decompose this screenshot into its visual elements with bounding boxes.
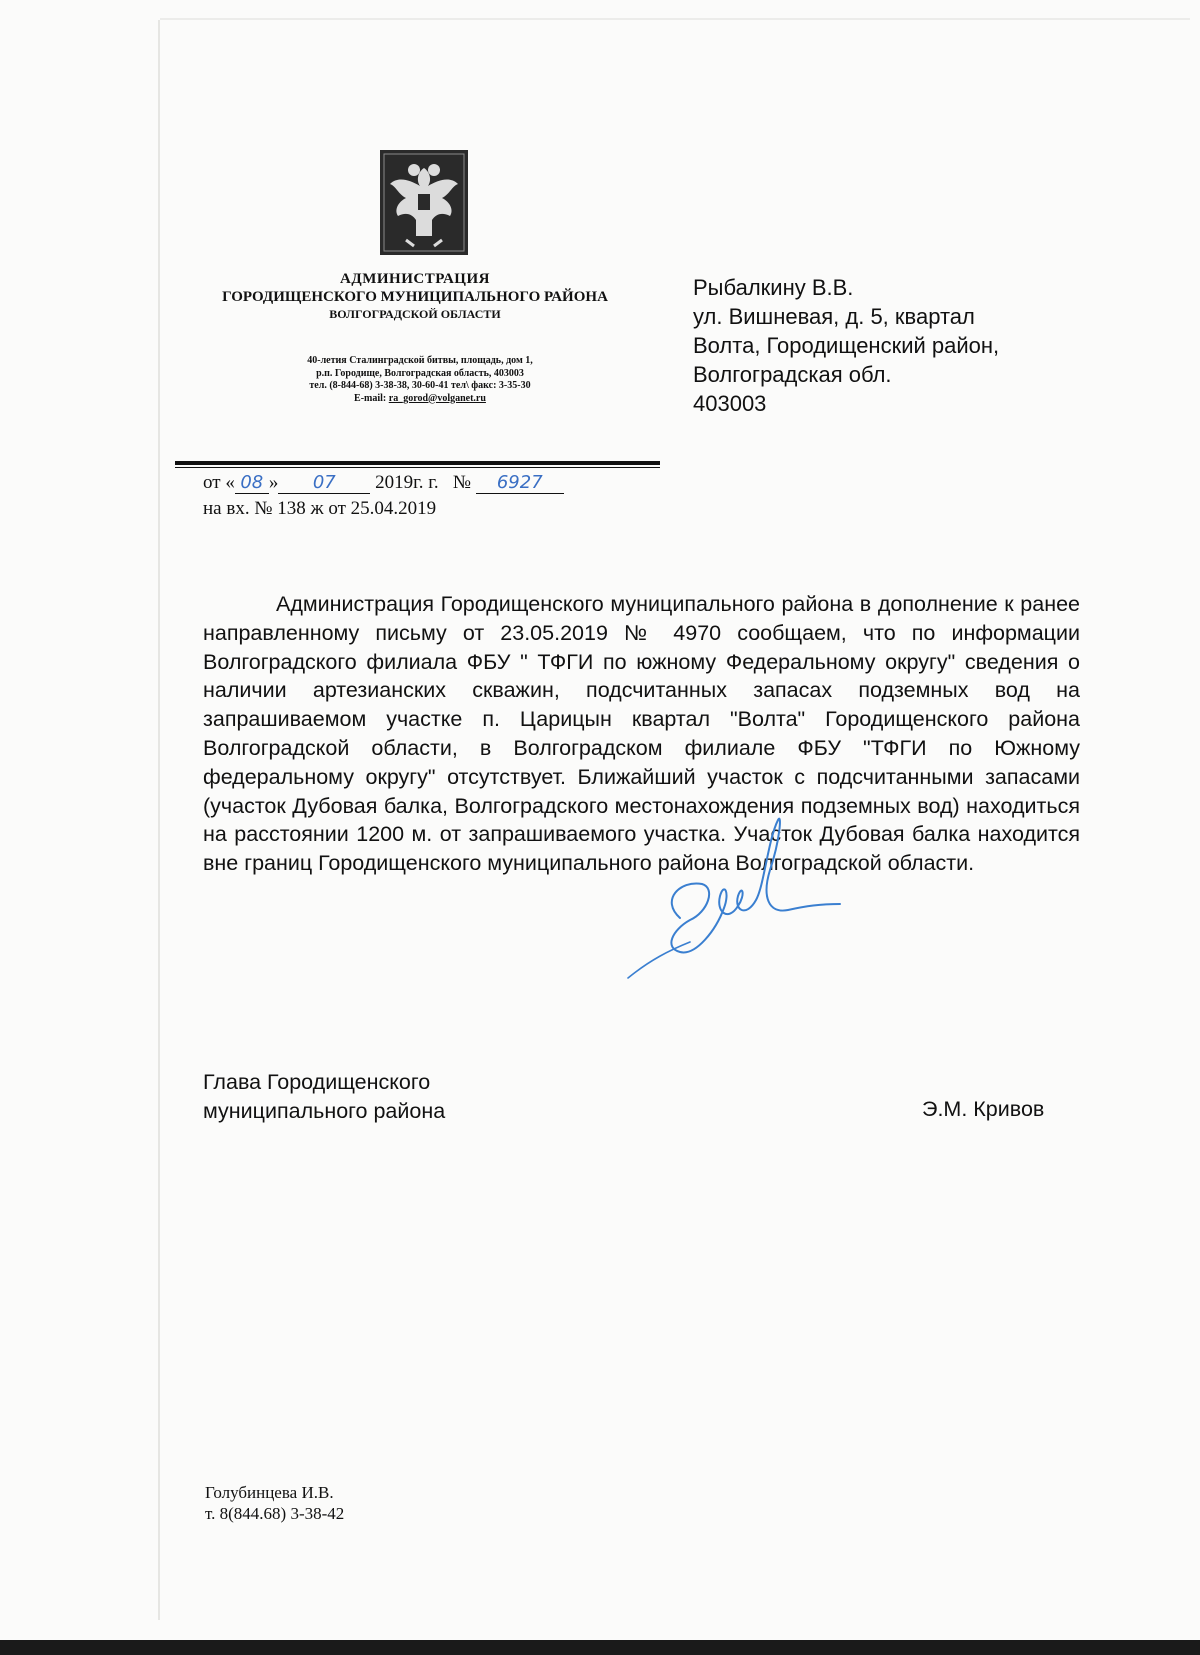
coat-of-arms-icon	[380, 150, 468, 255]
address-line3: тел. (8-844-68) 3-38-38, 30-60-41 тел\ факс: 3-35-30	[309, 380, 531, 391]
org-name-line2: ГОРОДИЩЕНСКОГО МУНИЦИПАЛЬНОГО РАЙОНА	[222, 289, 608, 305]
document-number: 6927	[476, 472, 564, 494]
letter-body: Администрация Городищенского муниципального района в дополнение к ранее направленному письму от 23.05.2019 № 4970 сообщаем, что по информации Волгоградского филиала ФБУ " ТФГИ по южному Федеральному округу" сведения о наличии артезианских скважин, подсчитанных запасах подземных вод на запрашиваемом участке п. Царицын квартал "Волта" Городищенского района Волгоградской области, в Волгоградском филиале ФБУ "ТФГИ по Южному федеральному округу" отсутствует. Ближайший участок с подсчитанными запасами (участок Дубовая балка, Волгоградского местонахождения подземных вод) находиться на расстоянии 1200 м. от запрашиваемого участка. Участок Дубовая балка находится вне границ Городищенского муниципального района Волгоградской области.	[203, 592, 1080, 876]
date-year: 2019г. г.	[375, 472, 439, 493]
recipient-block	[693, 273, 999, 418]
org-name-line1: АДМИНИСТРАЦИЯ	[340, 271, 490, 287]
signer-title-line2: муниципального района	[203, 1099, 446, 1123]
org-name-line3: ВОЛГОГРАДСКОЙ ОБЛАСТИ	[329, 307, 501, 321]
recipient-name: Рыбалкину В.В.	[693, 275, 854, 300]
address-line1: 40-летия Сталинградской битвы, площадь, дом 1,	[307, 355, 533, 366]
open-quote: «	[225, 472, 235, 493]
incoming-reference: на вх. № 138 ж от 25.04.2019	[203, 498, 437, 519]
registration-line	[203, 472, 564, 494]
email-link[interactable]: ra_gorod@volganet.ru	[388, 392, 486, 404]
recipient-postcode: 403003	[693, 391, 767, 416]
header-divider-thin	[175, 467, 660, 468]
number-sign: №	[452, 472, 472, 493]
scan-edge-top	[160, 18, 1190, 20]
email-label: E-mail:	[354, 392, 387, 404]
date-month: 07	[278, 472, 370, 494]
executor-block	[205, 1482, 344, 1524]
executor-phone: т. 8(844.68) 3-38-42	[205, 1504, 345, 1523]
close-quote: »	[268, 472, 279, 493]
date-prefix: от	[203, 472, 221, 493]
header-divider-thick	[175, 461, 660, 465]
scan-edge-left	[158, 20, 160, 1620]
recipient-address-line1: ул. Вишневая, д. 5, квартал	[693, 304, 975, 329]
recipient-address-line2: Волта, Городищенский район,	[693, 333, 1000, 358]
address-line2: р.п. Городище, Волгоградская область, 403003	[316, 367, 524, 379]
organization-header	[180, 270, 650, 322]
signer-name: Э.М. Кривов	[922, 1097, 1045, 1121]
date-day: 08	[235, 472, 269, 494]
scan-edge-bottom	[0, 1640, 1200, 1655]
organization-address	[280, 355, 560, 405]
email-line	[280, 393, 560, 406]
recipient-address-line3: Волгоградская обл.	[693, 362, 892, 387]
executor-name: Голубинцева И.В.	[205, 1483, 334, 1502]
signer-title-line1: Глава Городищенского	[203, 1070, 431, 1094]
signer-title	[203, 1068, 445, 1126]
handwritten-signature	[620, 800, 860, 980]
